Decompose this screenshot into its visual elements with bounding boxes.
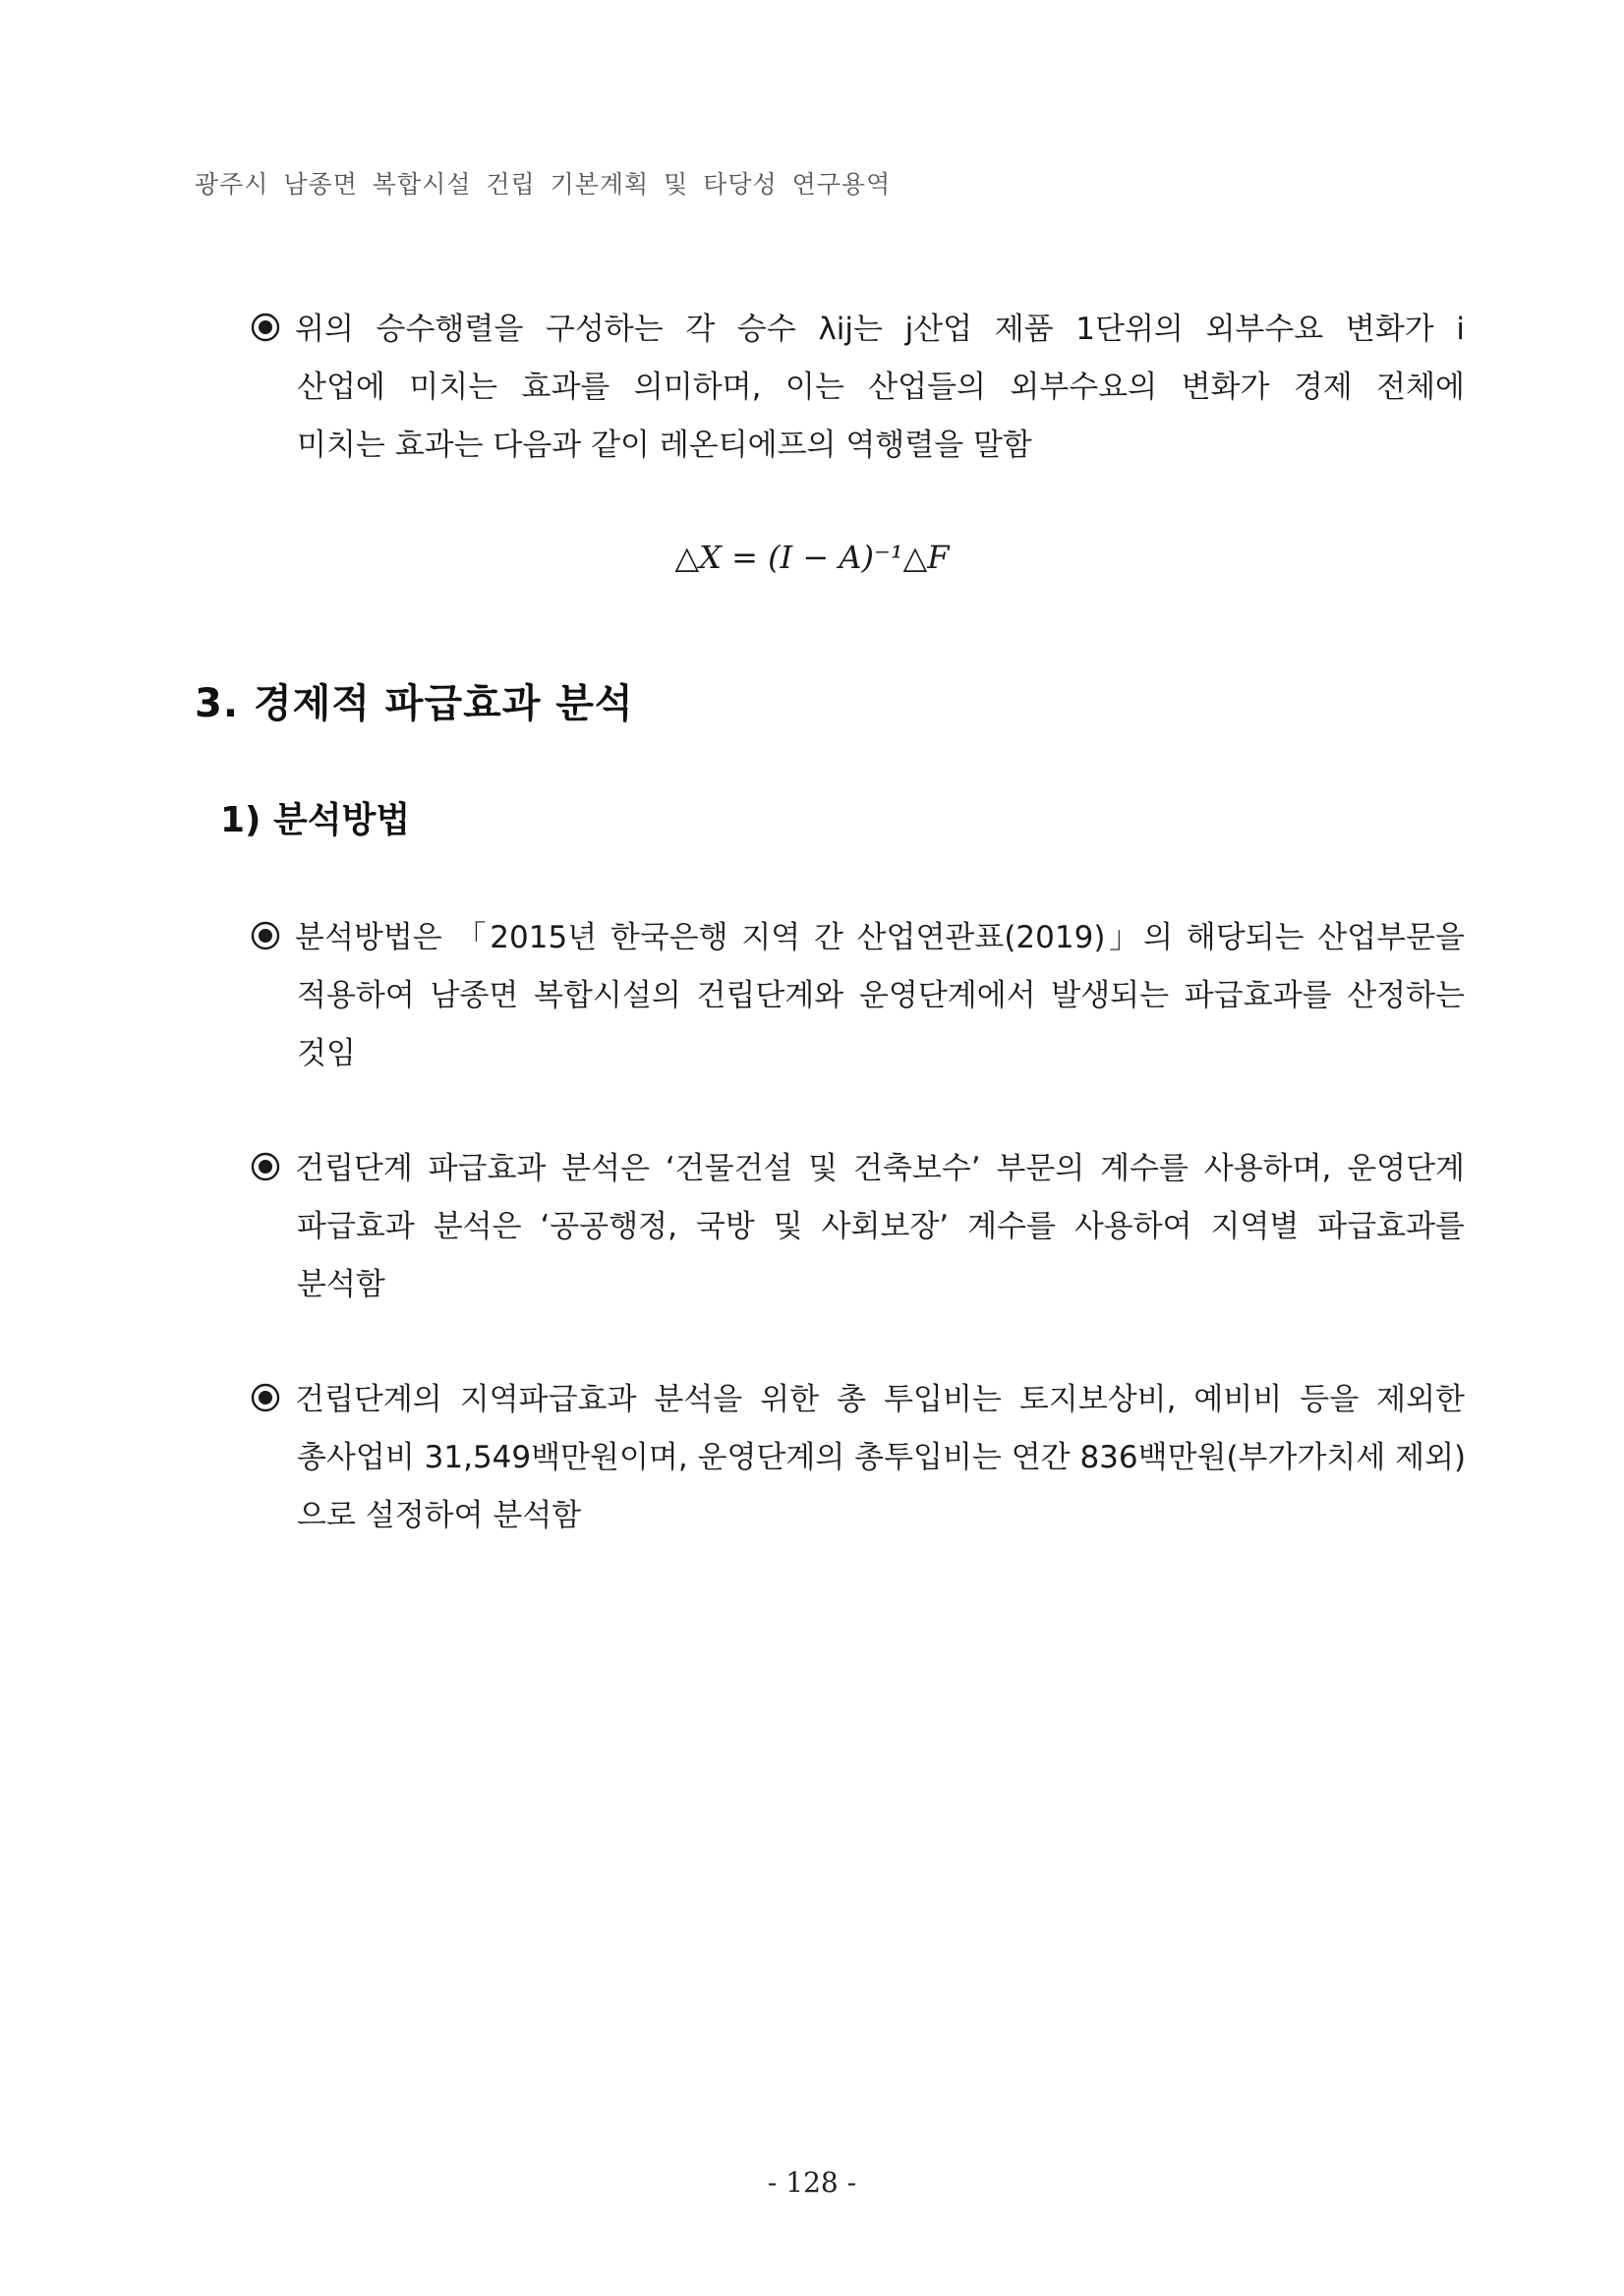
intro-bullet-line-1-text: 위의 승수행렬을 구성하는 각 승수 λij는 j산업 제품 1단위의 외부수요 변화가 i bbox=[295, 312, 1465, 347]
intro-bullet-paragraph bbox=[250, 301, 1465, 475]
circled-dot-bullet-icon bbox=[250, 1151, 281, 1182]
bullet-2-line-1-text: 건립단계 파급효과 분석은 ‘건물건설 및 건축보수’ 부문의 계수를 사용하며, 운영단계 bbox=[295, 1151, 1465, 1186]
circled-dot-bullet-icon bbox=[250, 312, 281, 343]
intro-bullet-line-2: 산업에 미치는 효과를 의미하며, 이는 산업들의 외부수요의 변화가 경제 전체에 bbox=[297, 370, 1465, 405]
page-number: - 128 - bbox=[767, 2166, 857, 2199]
bullet-1-line-3: 것임 bbox=[297, 1036, 356, 1071]
bullet-3-line-1-text: 건립단계의 지역파급효과 분석을 위한 총 투입비는 토지보상비, 예비비 등을 제외한 bbox=[295, 1382, 1465, 1417]
circled-dot-bullet-icon bbox=[250, 920, 281, 951]
bullet-2-line-2: 파급효과 분석은 ‘공공행정, 국방 및 사회보장’ 계수를 사용하여 지역별 파급효과를 bbox=[297, 1209, 1465, 1244]
bullet-2-line-1 bbox=[250, 1140, 1465, 1198]
bullet-2-line-3: 분석함 bbox=[297, 1267, 385, 1302]
bullet-paragraph-2 bbox=[250, 1140, 1465, 1314]
running-header: 광주시 남종면 복합시설 건립 기본계획 및 타당성 연구용역 bbox=[195, 170, 892, 199]
intro-bullet-line-1 bbox=[250, 301, 1465, 359]
bullet-3-line-3: 으로 설정하여 분석함 bbox=[297, 1498, 582, 1533]
leontief-formula: △X = (I − A)⁻¹△F bbox=[674, 539, 950, 576]
circled-dot-bullet-icon bbox=[250, 1382, 281, 1413]
bullet-paragraph-3 bbox=[250, 1371, 1465, 1545]
bullet-3-line-2: 총사업비 31,549백만원이며, 운영단계의 총투입비는 연간 836백만원(부가가치세 제외) bbox=[297, 1440, 1467, 1475]
bullet-1-line-2: 적용하여 남종면 복합시설의 건립단계와 운영단계에서 발생되는 파급효과를 산정하는 bbox=[297, 978, 1465, 1013]
section-heading: 3. 경제적 파급효과 분석 bbox=[195, 681, 634, 726]
subsection-heading: 1) 분석방법 bbox=[220, 800, 411, 840]
bullet-paragraph-1 bbox=[250, 909, 1465, 1083]
bullet-3-line-1 bbox=[250, 1371, 1465, 1429]
bullet-1-line-1-text: 분석방법은 「2015년 한국은행 지역 간 산업연관표(2019)」의 해당되는 산업부문을 bbox=[295, 920, 1465, 955]
bullet-1-line-1 bbox=[250, 909, 1465, 967]
intro-bullet-line-3: 미치는 효과는 다음과 같이 레온티에프의 역행렬을 말함 bbox=[297, 428, 1032, 463]
